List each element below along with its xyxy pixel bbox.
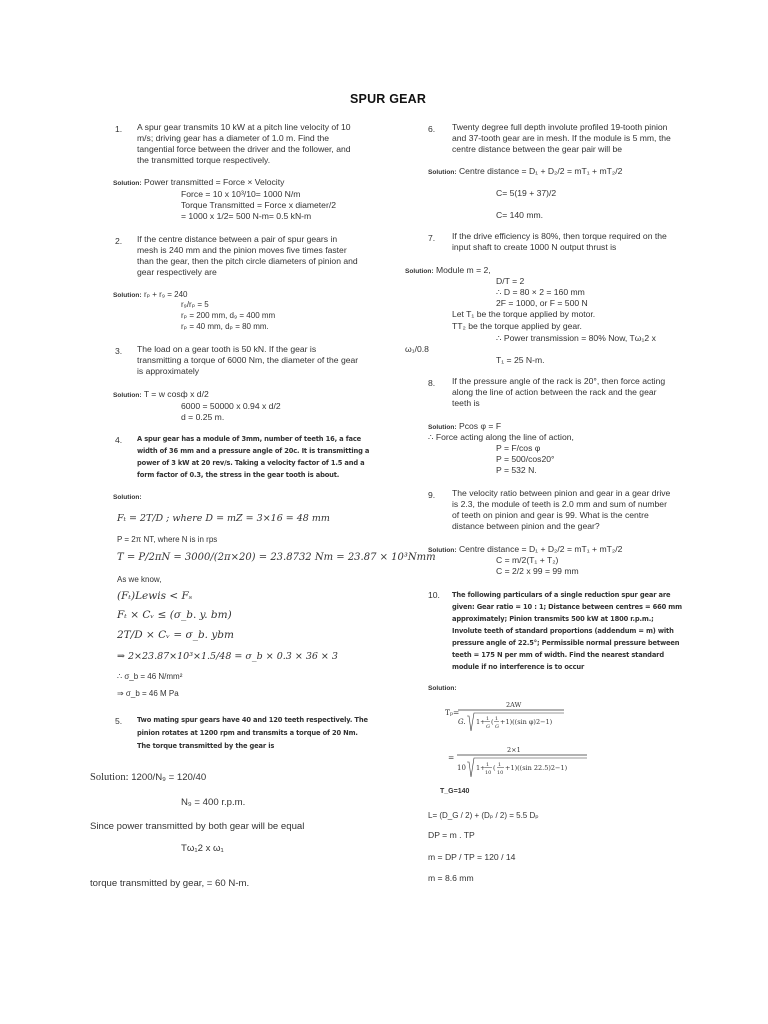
formula-6: 2T/D × Cᵥ = σ_b. ybm (117, 629, 234, 641)
question-1-line-4: the transmitted torque respectively. (137, 155, 271, 165)
question-10-line-5: pressure angle of 22.5°; Permissible normal pressure between (452, 639, 680, 647)
svg-text:(: ( (493, 764, 496, 772)
solution-line: Centre distance = D₁ + D₂/2 = mT₁ + mT₂/2 (458, 166, 623, 176)
question-5-line-1: Two mating spur gears have 40 and 120 teeth respectively. The (137, 716, 368, 724)
question-3-line-1: The load on a gear tooth is 50 kN. If the gear is (137, 344, 317, 354)
svg-text:10: 10 (457, 764, 466, 772)
question-9-line-1: The velocity ratio between pinion and gear in a gear drive (452, 488, 671, 498)
question-7-line-2: input shaft to create 1000 N output thrust is (452, 242, 617, 252)
question-8-line-2: along the line of action between the rack and the gear (452, 387, 657, 397)
tg-value: T_G=140 (440, 788, 470, 795)
solution-label: Solution: (428, 169, 457, 176)
solution-label: Solution: (113, 494, 142, 501)
question-number: 2. (115, 236, 123, 246)
question-4-line-4: form factor of 0.3, the stress in the gear tooth is about. (137, 471, 340, 479)
question-4-line-1: A spur gear has a module of 3mm, number of teeth 16, a face (137, 435, 362, 443)
formula-tp-label: Tₚ= (445, 708, 460, 717)
svg-text:G.: G. (458, 718, 466, 726)
question-6-line-1: Twenty degree full depth involute profiled 19-tooth pinion (452, 122, 668, 132)
solution-line: Force = 10 x 10³/10= 1000 N/m (181, 189, 301, 199)
l-equation: L= (D_G / 2) + (Dₚ / 2) = 5.5 Dₚ (428, 811, 539, 820)
question-9-line-2: is 2.3, the module of teeth is 2.0 mm and sum of number (452, 499, 667, 509)
svg-text:1: 1 (498, 762, 502, 768)
question-number: 4. (115, 435, 123, 445)
question-3-line-2: transmitting a torque of 6000 Nm, the diameter of the gear (137, 355, 359, 365)
solution-line: Let T₁ be the torque applied by motor. (452, 309, 596, 319)
page-title: SPUR GEAR (350, 92, 427, 106)
solution-line: Power transmitted = Force × Velocity (143, 177, 285, 187)
solution-line: 2F = 1000, or F = 500 N (496, 298, 588, 308)
solution-1 (113, 177, 284, 190)
solution-line: N₉ = 400 r.p.m. (181, 797, 246, 808)
question-1-line-1: A spur gear transmits 10 kW at a pitch line velocity of 10 (137, 122, 351, 132)
solution-7 (405, 265, 491, 278)
svg-text:10: 10 (497, 770, 504, 776)
solution-label: Solution: (428, 685, 457, 692)
question-number: 10. (428, 590, 440, 600)
svg-text:+1)((sin 22.5)2−1): +1)((sin 22.5)2−1) (505, 764, 568, 772)
question-9-line-4: distance between pinion and the gear? (452, 521, 600, 531)
solution-line: rₚ = 40 mm, dₚ = 80 mm. (181, 322, 269, 331)
solution-line: 1200/N₉ = 120/40 (131, 772, 207, 783)
solution-line: P = F/cos φ (496, 443, 541, 453)
formula-eq-sign: = (448, 753, 455, 762)
svg-text:1: 1 (495, 716, 499, 722)
question-10-line-2: given: Gear ratio = 10 : 1; Distance between centres = 660 mm (452, 603, 682, 611)
svg-text:(: ( (491, 718, 494, 726)
solution-label: Solution: (113, 392, 142, 399)
question-10-line-1: The following particulars of a single reduction spur gear are (452, 591, 671, 599)
question-9-line-3: of teeth on pinion and gear is 99. What is the centre (452, 510, 649, 520)
svg-text:1+: 1+ (476, 764, 486, 772)
solution-line: 6000 = 50000 x 0.94 x d/2 (181, 401, 281, 411)
question-number: 8. (428, 378, 436, 388)
question-4-line-2: width of 36 mm and a pressure angle of 20c. It is transmitting a (137, 447, 370, 455)
question-6-line-2: and 37-tooth gear are in mesh. If the module is 5 mm, the (452, 133, 671, 143)
solution-line: TT₂ be the torque applied by gear. (452, 321, 582, 331)
question-2-line-1: If the centre distance between a pair of spur gears in (137, 234, 338, 244)
question-1-line-2: m/s; driving gear has a diameter of 1.0 m. Find the (137, 133, 330, 143)
formula-7: ⇒ 2×23.87×10³×1.5/48 = σ_b × 0.3 × 36 × 3 (117, 651, 338, 662)
solution-line: r₉/rₚ = 5 (181, 300, 209, 309)
solution-line: Pcos φ = F (458, 421, 502, 431)
question-10-line-6: teeth = 175 N per mm of width. Find the nearest standard (452, 651, 664, 659)
question-4-line-3: power of 3 kW at 20 rev/s. Taking a velocity factor of 1.5 and a (137, 459, 365, 467)
solution-6 (428, 166, 622, 179)
solution-line: ω₁/0.8 (405, 344, 429, 354)
question-8-line-1: If the pressure angle of the rack is 20°, then force acting (452, 376, 666, 386)
formula-5: Fₜ × Cᵥ ≤ (σ_b. y. bm) (117, 609, 232, 621)
solution-line: Torque Transmitted = Force x diameter/2 (181, 200, 336, 210)
formula-substituted-image (455, 744, 590, 780)
svg-text:G: G (486, 724, 490, 730)
svg-text:1+: 1+ (476, 718, 486, 726)
formula-8: ∴ σ_b = 46 N/mm² (117, 672, 183, 681)
solution-line: P = 532 N. (496, 465, 537, 475)
solution-3 (113, 389, 209, 402)
question-7-line-1: If the drive efficiency is 80%, then torque required on the (452, 231, 667, 241)
question-number: 1. (115, 124, 123, 134)
question-number: 5. (115, 716, 123, 726)
question-10-line-4: Involute teeth of standard proportions (addendum = m) with (452, 627, 674, 635)
as-we-know: As we know, (117, 575, 162, 584)
formula-3: T = P/2πN = 3000/(2π×20) = 23.8732 Nm = 23.87 × 10³Nmm (117, 552, 436, 563)
solution-line: Tω₁2 x ω₁ (181, 843, 224, 854)
solution-line: ∴ Power transmission = 80% Now, Tω₁2 x (496, 333, 656, 343)
question-number: 9. (428, 490, 436, 500)
svg-text:2AW: 2AW (506, 701, 522, 709)
solution-5 (90, 772, 206, 784)
solution-line: C= 5(19 + 37)/2 (496, 188, 557, 198)
solution-line: = 1000 x 1/2= 500 N-m= 0.5 kN-m (181, 211, 312, 221)
solution-line: torque transmitted by gear, = 60 N-m. (90, 878, 250, 889)
svg-text:+1)((sin φ)2−1): +1)((sin φ)2−1) (500, 718, 553, 726)
solution-line: Since power transmitted by both gear will be equal (90, 821, 305, 832)
svg-text:1: 1 (486, 716, 490, 722)
solution-line: T = w cosф x d/2 (143, 389, 209, 399)
solution-line: C= 140 mm. (496, 210, 544, 220)
solution-label: Solution: (428, 547, 457, 554)
solution-line: rₚ + r₉ = 240 (143, 290, 188, 299)
solution-line: C = m/2(T₁ + T₂) (496, 555, 559, 565)
question-5-line-2: pinion rotates at 1200 rpm and transmits a torque of 20 Nm. (137, 729, 358, 737)
question-2-line-4: gear respectively are (137, 267, 217, 277)
solution-line: Module m = 2, (435, 265, 491, 275)
svg-text:2×1: 2×1 (507, 746, 521, 754)
svg-text:10: 10 (485, 770, 492, 776)
solution-label: Solution: (405, 268, 434, 275)
question-number: 3. (115, 346, 123, 356)
solution-line: Centre distance = D₁ + D₂/2 = mT₁ + mT₂/2 (458, 544, 623, 554)
question-1-line-3: tangential force between the driver and the follower, and (137, 144, 351, 154)
solution-label: Solution: (428, 424, 457, 431)
svg-text:1: 1 (486, 762, 490, 768)
solution-line: T₁ = 25 N-m. (496, 355, 545, 365)
formula-tp-image (456, 700, 566, 734)
formula-4: (Fₜ)Lewis < Fₛ (117, 590, 193, 602)
question-2-line-3: than the gear, then the pitch circle diameters of pinion and (137, 256, 358, 266)
solution-line: d = 0.25 m. (181, 412, 225, 422)
question-number: 7. (428, 233, 436, 243)
question-number: 6. (428, 124, 436, 134)
question-5-line-3: The torque transmitted by the gear is (137, 742, 275, 750)
dp-equation: DP = m . TP (428, 830, 475, 840)
solution-label: Solution: (90, 772, 129, 783)
solution-line: rₚ = 200 mm, d₉ = 400 mm (181, 311, 276, 320)
formula-2: P = 2π NT, where N is in rps (117, 535, 218, 544)
question-6-line-3: centre distance between the gear pair will be (452, 144, 623, 154)
formula-1: Fₜ = 2T/D ; where D = mZ = 3×16 = 48 mm (117, 513, 330, 524)
solution-line: C = 2/2 x 99 = 99 mm (496, 566, 579, 576)
question-10-line-3: approximately; Pinion transmits 500 kW at 1800 r.p.m.; (452, 615, 654, 623)
question-10-line-7: module if no interference is to occur (452, 663, 585, 671)
solution-line: ∴ D = 80 × 2 = 160 mm (496, 287, 585, 297)
solution-line: D/T = 2 (496, 276, 525, 286)
question-3-line-3: is approximately (137, 366, 200, 376)
solution-line: P = 500/cos20° (496, 454, 555, 464)
question-2-line-2: mesh is 240 mm and the pinion moves five times faster (137, 245, 347, 255)
question-8-line-3: teeth is (452, 398, 480, 408)
m-equation: m = DP / TP = 120 / 14 (428, 852, 516, 862)
formula-9: ⇒ σ_b = 46 M Pa (117, 689, 179, 698)
solution-label: Solution: (113, 292, 142, 299)
solution-line: ∴ Force acting along the line of action, (428, 432, 574, 442)
solution-2 (113, 289, 187, 302)
m-result: m = 8.6 mm (428, 873, 474, 883)
solution-label: Solution: (113, 180, 142, 187)
svg-text:G: G (495, 724, 499, 730)
